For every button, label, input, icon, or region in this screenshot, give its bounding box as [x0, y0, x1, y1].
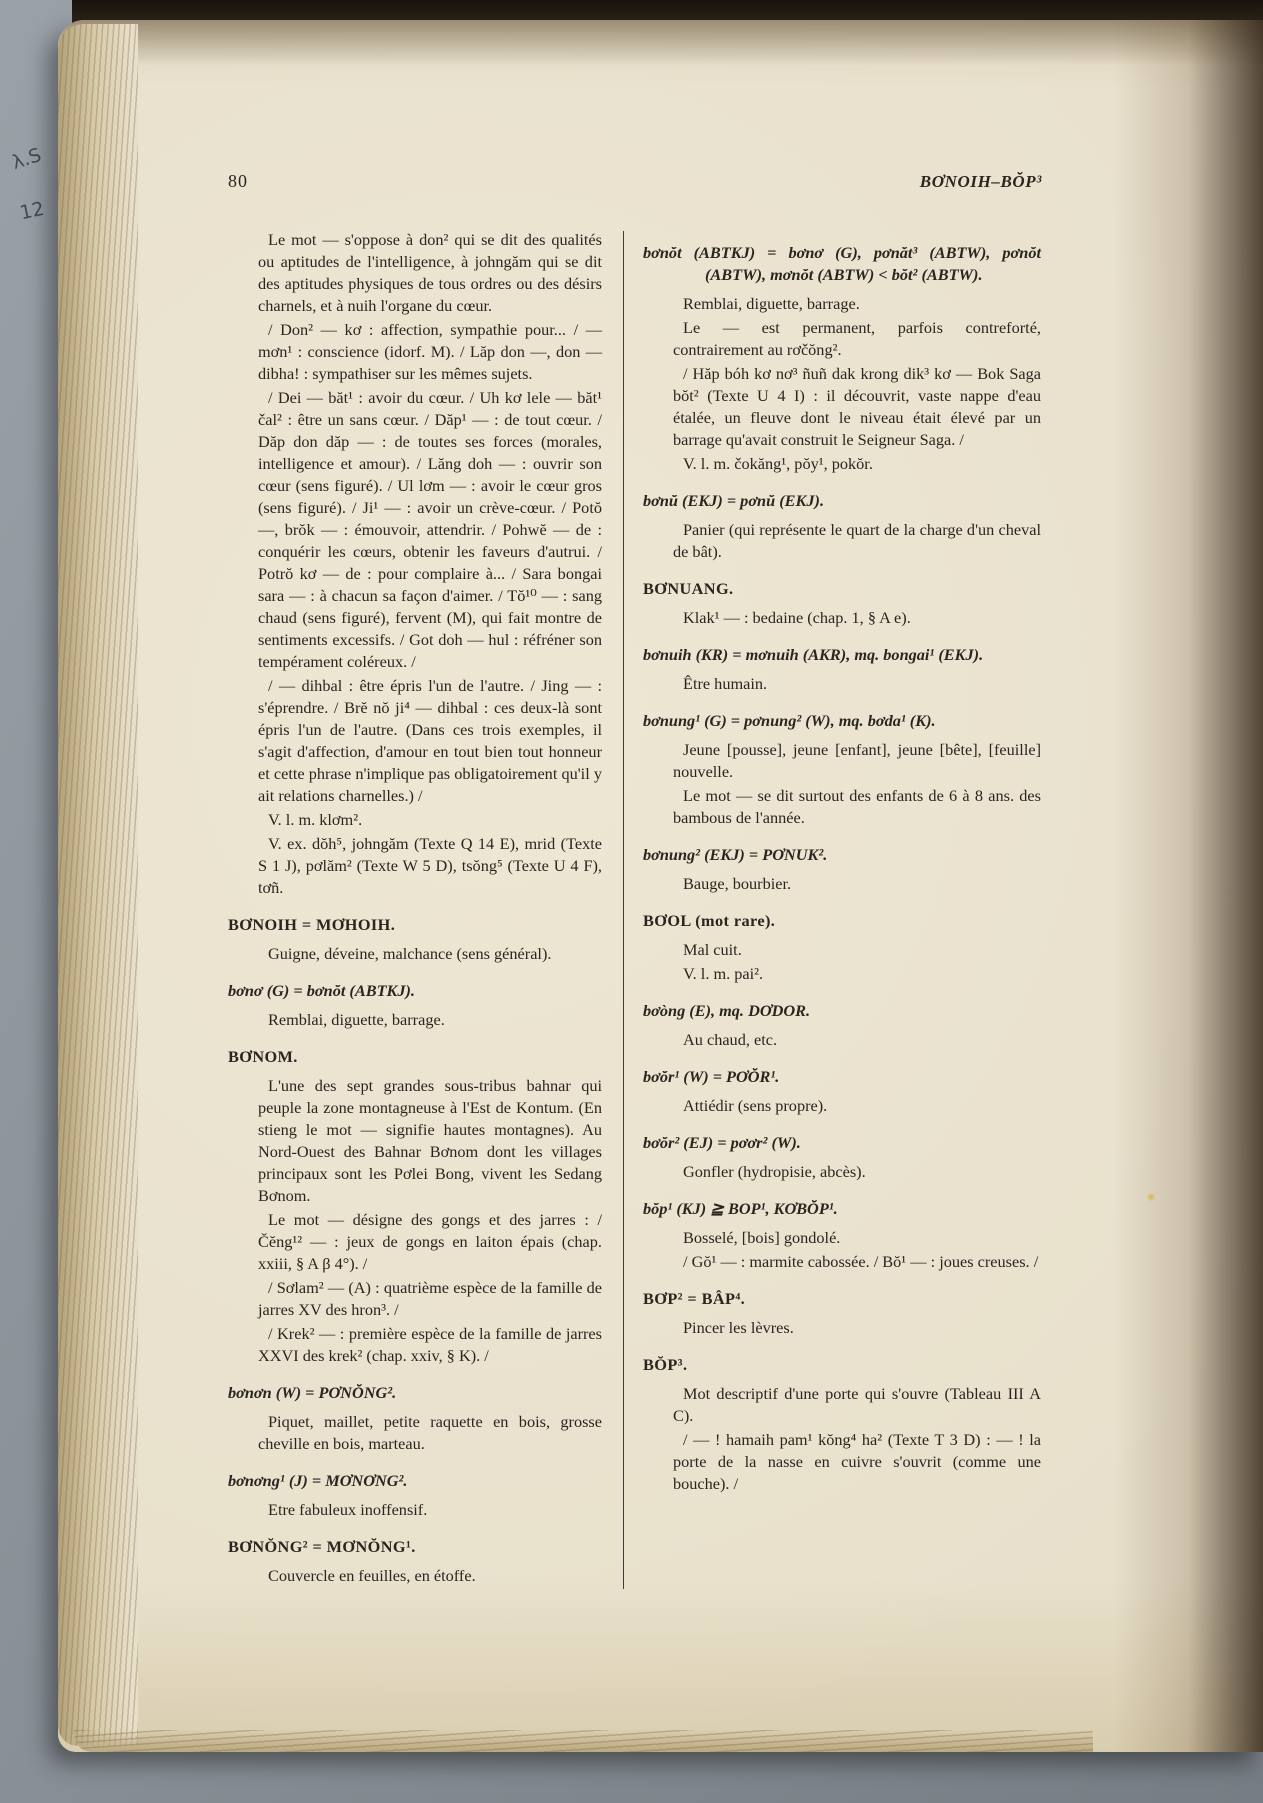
entry-headword: BƠNŎNG² = MƠNŎNG¹. — [228, 1537, 416, 1556]
entry-headword: bŏp¹ (KJ) ≧ BOP¹, KƠBŎP¹. — [643, 1199, 838, 1218]
entry-headword: bơnung¹ (G) = pơnung² (W), mq. bơda¹ (K). — [643, 711, 936, 730]
page-number: 80 — [228, 171, 248, 191]
entry-paragraph: L'une des sept grandes sous-tribus bahnar qui peuple la zone montagneuse à l'Est de Kontum. (En stieng le mot — signifie hautes montagnes). Au Nord-Ouest des Bahnar Bơnom dont les villages principaux sont les Pơlei Bong, vivent les Sedang Bơnom. — [258, 1076, 602, 1205]
page-gutter-shadow — [1113, 20, 1263, 1752]
page-edge-stack-left — [58, 24, 138, 1746]
entry-paragraph: Mot descriptif d'une porte qui s'ouvre (Tableau III A C). — [673, 1384, 1041, 1425]
entry-headword: BƠNUANG. — [643, 579, 734, 598]
entry-paragraph: Panier (qui représente le quart de la charge d'un cheval de bât). — [673, 520, 1041, 561]
entry-headword: bơnơ (G) = bơnŏt (ABTKJ). — [228, 981, 416, 1000]
handwritten-mark: λ.S — [9, 144, 45, 174]
entry-paragraph: Bosselé, [bois] gondolé. — [683, 1228, 841, 1247]
entry-paragraph: Guigne, déveine, malchance (sens général). — [268, 944, 552, 963]
text-column-right — [643, 227, 1041, 1589]
entry-paragraph: Le — est permanent, parfois contreforté, contrairement au rơčŏng². — [673, 318, 1041, 359]
entry-headword: bơnơn (W) = PƠNŎNG². — [228, 1383, 397, 1402]
column-divider — [623, 231, 624, 1589]
handwritten-mark: 12 — [17, 197, 47, 225]
entry-paragraph: / Gŏ¹ — : marmite cabossée. / Bŏ¹ — : joues creuses. / — [683, 1252, 1039, 1271]
entry-paragraph: Etre fabuleux inoffensif. — [268, 1500, 428, 1519]
entry-paragraph: / Hăp bóh kơ nơ³ ñuñ dak krong dik³ kơ — Bok Saga bŏt² (Texte U 4 I) : il découvrit, vaste nappe d'eau étalée, un fleuve dont le niveau était élevé par un barrage qu'avait construit le Seigneur Saga. / — [673, 364, 1041, 449]
entry-paragraph: Bauge, bourbier. — [683, 874, 792, 893]
entry-paragraph: Au chaud, etc. — [683, 1030, 778, 1049]
entry-paragraph: Pincer les lèvres. — [683, 1318, 794, 1337]
entry-headword: bơnuih (KR) = mơnuih (AKR), mq. bongai¹ (EKJ). — [643, 645, 984, 664]
entry-headword: bơnơng¹ (J) = MƠNƠNG². — [228, 1471, 408, 1490]
entry-paragraph: / Krek² — : première espèce de la famille de jarres XXVI des krek² (chap. xxiv, § K). / — [258, 1324, 602, 1365]
entry-paragraph: Remblai, diguette, barrage. — [683, 294, 860, 313]
entry-paragraph: Le mot — se dit surtout des enfants de 6 à 8 ans. des bambous de l'année. — [673, 786, 1041, 827]
book-page — [58, 20, 1263, 1752]
entry-paragraph: Klak¹ — : bedaine (chap. 1, § A e). — [683, 608, 911, 627]
page-content — [228, 170, 1042, 1589]
stain-mark — [1146, 1193, 1156, 1201]
text-column-left — [228, 227, 602, 1589]
entry-headword: bơnŏt (ABTKJ) = bơnơ (G), pơnăt³ (ABTW), pơnŏt (ABTW), mơnŏt (ABTW) < bŏt² (ABTW). — [643, 243, 1041, 284]
entry-paragraph: / Don² — kơ : affection, sympathie pour... / — mơn¹ : conscience (idorf. M). / Lăp don —, don — dibha! : sympathiser sur les mêmes sujets. — [258, 320, 602, 383]
entry-paragraph: Attiédir (sens propre). — [683, 1096, 828, 1115]
entry-paragraph: Piquet, maillet, petite raquette en bois, grosse cheville en bois, marteau. — [258, 1412, 602, 1453]
entry-paragraph: / — dihbal : être épris l'un de l'autre. / Jing — : s'éprendre. / Brĕ nŏ ji⁴ — dihbal : ces deux-là sont épris l'un de l'autre. (Dans ces trois exemples, il s'agit d'affection, d'amour en tout bien tout honneur et cette phrase n'implique pas obligatoirement qu'il y ait relations charnelles.) / — [258, 676, 602, 805]
entry-headword: BƠNOIH = MƠHOIH. — [228, 915, 396, 934]
entry-paragraph: Couvercle en feuilles, en étoffe. — [268, 1566, 476, 1585]
running-head: BƠNOIH–BŎP³ — [919, 172, 1042, 191]
entry-headword: BŎP³. — [643, 1355, 688, 1374]
entry-paragraph: Jeune [pousse], jeune [enfant], jeune [bête], [feuille] nouvelle. — [673, 740, 1041, 781]
entry-paragraph: Le mot — s'oppose à don² qui se dit des qualités ou aptitudes de l'intelligence, à johngăm qui se dit des aptitudes physiques de tous ordres ou des désirs charnels, et à nuih l'organe du cœur. — [258, 230, 602, 315]
entry-paragraph: V. l. m. čokăng¹, pŏy¹, pokŏr. — [683, 454, 873, 473]
entry-headword: BƠOL (mot rare). — [643, 911, 776, 930]
entry-paragraph: / Dei — băt¹ : avoir du cœur. / Uh kơ lele — băt¹ čal² : être un sans cœur. / Dăp¹ — : de tout cœur. / Dăp don dăp — : de toutes ses forces (morales, intelligence et amour). / Lăng doh — : ouvrir son cœur (sens figuré). / Ul lơm — : avoir le cœur gros (sens figuré). / Ji¹ — : avoir un crève-cœur. / Potŏ —, brŏk — : émouvoir, attendrir. / Pohwĕ — de : conquérir les cœurs, obtenir les faveurs d'autrui. / Potrŏ kơ — de : pour complaire à... / Sara bongai sara — : à chacun sa façon d'aimer. / Tŏ¹⁰ — : sang chaud (sens figuré), fervent (M), qui fait montre de sentiments excessifs. / Got doh — hul : réfréner son tempérament coléreux. / — [258, 388, 602, 671]
entry-headword: BƠNOM. — [228, 1047, 298, 1066]
page-edge-stack-bottom — [74, 1730, 1093, 1752]
entry-paragraph: Gonfler (hydropisie, abcès). — [683, 1162, 866, 1181]
text-columns — [228, 227, 1042, 1589]
entry-paragraph: / Sơlam² — (A) : quatrième espèce de la famille de jarres XV des hron³. / — [258, 1278, 602, 1319]
entry-paragraph: Le mot — désigne des gongs et des jarres : / Čĕng¹² — : jeux de gongs en laiton épais (chap. xxiii, § A β 4°). / — [258, 1210, 602, 1273]
entry-headword: bơŏr¹ (W) = PƠŎR¹. — [643, 1067, 780, 1086]
entry-paragraph: V. l. m. klơm². — [268, 810, 363, 829]
entry-paragraph: Remblai, diguette, barrage. — [268, 1010, 445, 1029]
entry-headword: bơnŭ (EKJ) = pơnŭ (EKJ). — [643, 491, 825, 510]
entry-headword: bơŏr² (EJ) = pơơr² (W). — [643, 1133, 801, 1152]
entry-headword: BƠP² = BÂP⁴. — [643, 1289, 746, 1308]
entry-paragraph: Mal cuit. — [683, 940, 742, 959]
entry-headword: bơnung² (EKJ) = PƠNUK². — [643, 845, 828, 864]
entry-paragraph: / — ! hamaih pam¹ kŏng⁴ ha² (Texte T 3 D) : — ! la porte de la nasse en cuivre s'ouvrit (comme une bouche). / — [673, 1430, 1041, 1493]
entry-headword: bơòng (E), mq. DƠDOR. — [643, 1001, 811, 1020]
entry-paragraph: V. ex. dŏh⁵, johngăm (Texte Q 14 E), mrid (Texte S 1 J), pơlăm² (Texte W 5 D), tsŏng⁵ (Texte U 4 F), tơñ. — [258, 834, 602, 897]
page-header — [228, 170, 1042, 193]
entry-paragraph: V. l. m. pai². — [683, 964, 764, 983]
entry-paragraph: Être humain. — [683, 674, 768, 693]
